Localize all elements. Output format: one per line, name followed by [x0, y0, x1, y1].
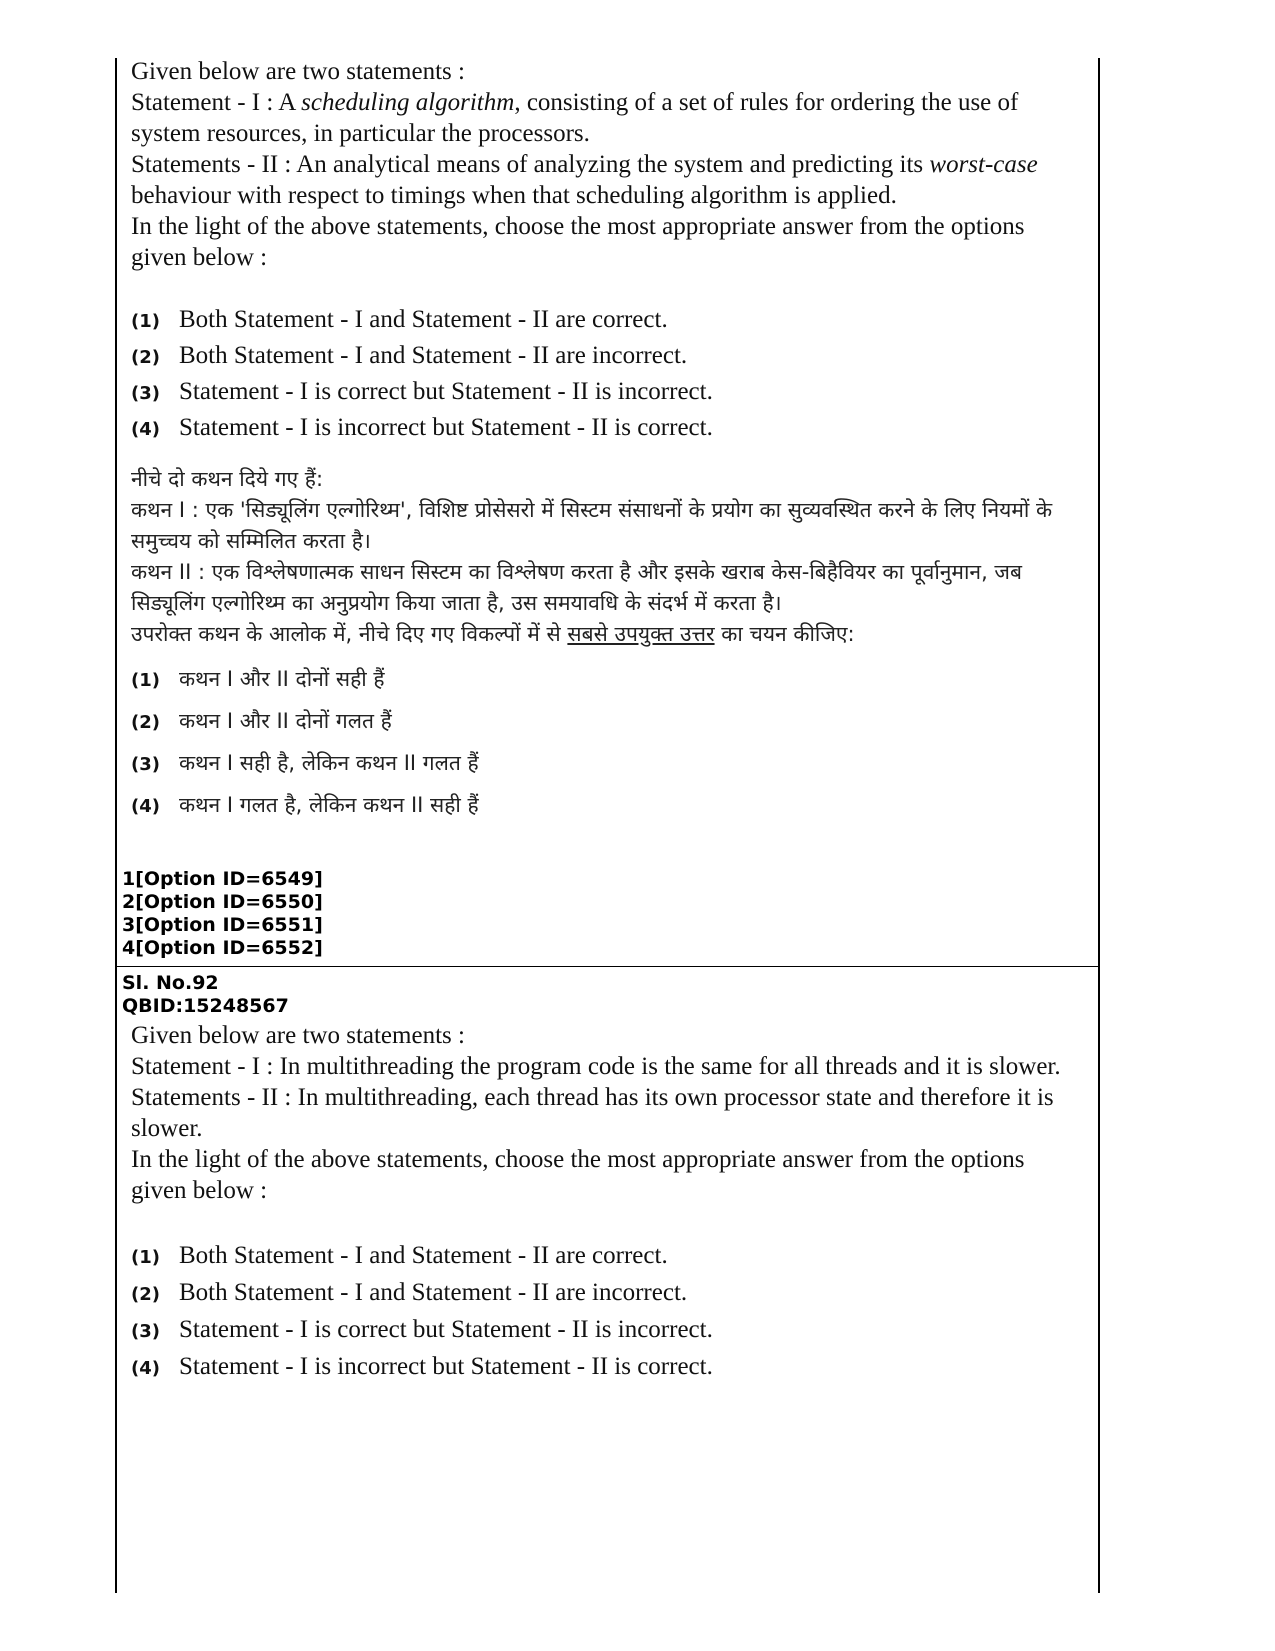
serial-number: Sl. No.92 [122, 972, 219, 994]
qbid: QBID:15248567 [122, 995, 289, 1017]
q2-options [131, 1242, 1061, 1390]
q1-hindi-intro: नीचे दो कथन दिये गए हैं: [131, 467, 324, 491]
q1-option-2: (2) Both Statement - I and Statement - II are incorrect. [131, 342, 688, 369]
q1-option-1: (1) Both Statement - I and Statement - II are correct. [131, 306, 668, 333]
q1-statement-1: Statement - I : A scheduling algorithm, consisting of a set of rules for ordering the use of system resources, in particular the processors. [131, 89, 1019, 147]
option-id: 2[Option ID=6550] [122, 891, 323, 913]
q1-hindi-option-2: (2) कथन I और II दोनों गलत हैं [131, 709, 392, 733]
q1-hindi-block [131, 464, 1061, 650]
q1-hindi-instruction: उपरोक्त कथन के आलोक में, नीचे दिए गए विकल्पों में से सबसे उपयुक्त उत्तर का चयन कीजिए: [131, 622, 855, 646]
q1-hindi-statement-2: कथन II : एक विश्लेषणात्मक साधन सिस्टम का विश्लेषण करता है और इसके खराब केस-बिहैवियर का पूर्वानुमान, जब सिड्यूलिंग एल्गोरिथ्म का अनुप्रयोग किया जाता है, उस समयावधि के संदर्भ में करता है। [131, 560, 1022, 615]
q1-hindi-option-4: (4) कथन I गलत है, लेकिन कथन II सही हैं [131, 793, 479, 817]
q1-hindi-statement-1: कथन I : एक 'सिड्यूलिंग एल्गोरिथ्म', विशिष्ट प्रोसेसरो में सिस्टम संसाधनों के प्रयोग का सुव्यवस्थित करने के लिए नियमों के समुच्चय को सम्मिलित करता है। [131, 498, 1053, 553]
q2-header [122, 972, 289, 1018]
q2-option-4: (4) Statement - I is incorrect but Statement - II is correct. [131, 1353, 713, 1380]
q1-hindi-options [131, 664, 1061, 832]
q2-intro: Given below are two statements : [131, 1022, 465, 1049]
q2-option-1: (1) Both Statement - I and Statement - II are correct. [131, 1242, 668, 1269]
question-divider [115, 966, 1100, 967]
q1-hindi-option-3: (3) कथन I सही है, लेकिन कथन II गलत हैं [131, 751, 479, 775]
option-id: 3[Option ID=6551] [122, 914, 323, 936]
q2-instruction: In the light of the above statements, choose the most appropriate answer from the options given below : [131, 1146, 1025, 1204]
q1-hindi-option-1: (1) कथन I और II दोनों सही हैं [131, 667, 385, 691]
option-id: 1[Option ID=6549] [122, 868, 323, 890]
q2-statement-2: Statements - II : In multithreading, each thread has its own processor state and therefore it is slower. [131, 1084, 1054, 1142]
q2-option-2: (2) Both Statement - I and Statement - II are incorrect. [131, 1279, 688, 1306]
q1-option-ids [122, 868, 323, 960]
q2-option-3: (3) Statement - I is correct but Statement - II is incorrect. [131, 1316, 713, 1343]
option-id: 4[Option ID=6552] [122, 937, 323, 959]
q1-english-block [131, 56, 1061, 273]
q1-intro: Given below are two statements : [131, 58, 465, 85]
q2-english-block [131, 1020, 1061, 1206]
q2-statement-1: Statement - I : In multithreading the program code is the same for all threads and it is slower. [131, 1053, 1061, 1080]
q1-option-4: (4) Statement - I is incorrect but Statement - II is correct. [131, 414, 713, 441]
q1-statement-2: Statements - II : An analytical means of analyzing the system and predicting its worst-case behaviour with respect to timings when that scheduling algorithm is applied. [131, 151, 1038, 209]
q1-instruction: In the light of the above statements, choose the most appropriate answer from the options given below : [131, 213, 1025, 271]
q1-options [131, 306, 1061, 450]
q1-option-3: (3) Statement - I is correct but Statement - II is incorrect. [131, 378, 713, 405]
